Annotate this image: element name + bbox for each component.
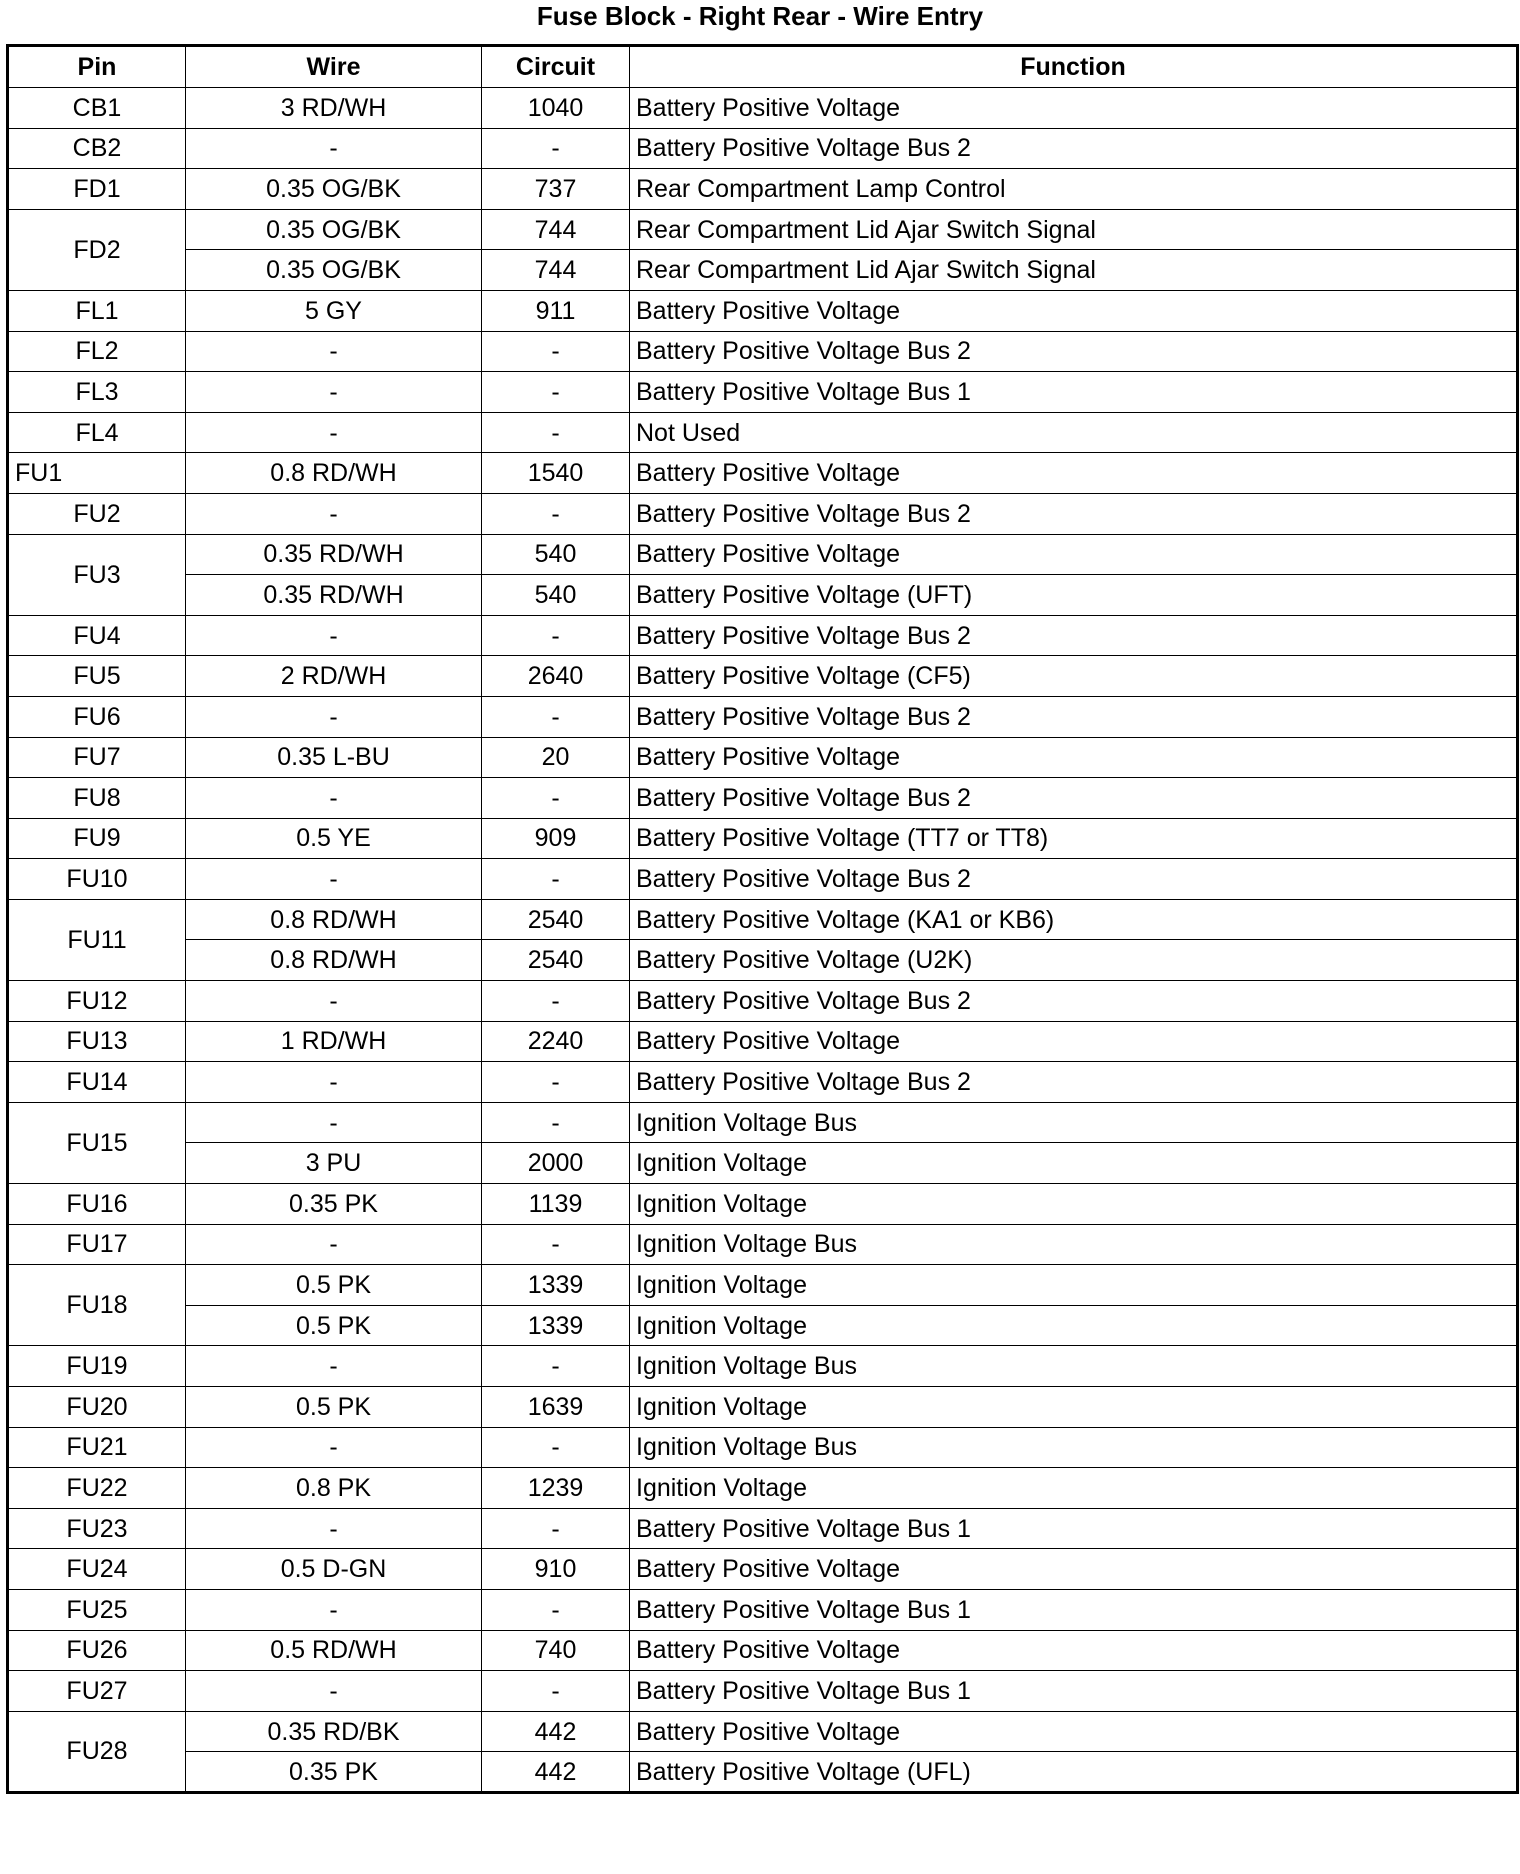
circuit-cell: 1139 — [482, 1184, 630, 1225]
circuit-cell: 540 — [482, 534, 630, 575]
pin-cell: FU23 — [8, 1508, 186, 1549]
circuit-cell: - — [482, 331, 630, 372]
function-cell: Battery Positive Voltage (KA1 or KB6) — [630, 899, 1518, 940]
wire-cell: - — [186, 1346, 482, 1387]
circuit-cell: 442 — [482, 1711, 630, 1752]
circuit-cell: 910 — [482, 1549, 630, 1590]
table-row — [8, 1346, 1518, 1387]
function-cell: Ignition Voltage Bus — [630, 1427, 1518, 1468]
pin-cell: FU27 — [8, 1671, 186, 1712]
wire-cell: - — [186, 1671, 482, 1712]
circuit-cell: 909 — [482, 818, 630, 859]
function-cell: Battery Positive Voltage Bus 2 — [630, 859, 1518, 900]
wire-cell: 2 RD/WH — [186, 656, 482, 697]
table-row — [8, 250, 1518, 291]
header-row — [8, 46, 1518, 88]
table-row — [8, 1062, 1518, 1103]
wire-cell: 0.35 OG/BK — [186, 209, 482, 250]
circuit-cell: 737 — [482, 169, 630, 210]
pin-cell: FL1 — [8, 290, 186, 331]
table-row — [8, 1387, 1518, 1428]
function-cell: Battery Positive Voltage (UFL) — [630, 1752, 1518, 1793]
wire-cell: - — [186, 696, 482, 737]
circuit-cell: - — [482, 1427, 630, 1468]
table-row — [8, 1021, 1518, 1062]
function-cell: Battery Positive Voltage Bus 2 — [630, 615, 1518, 656]
pin-cell: FD1 — [8, 169, 186, 210]
table-row — [8, 1752, 1518, 1793]
pin-cell: FU15 — [8, 1102, 186, 1183]
function-cell: Battery Positive Voltage Bus 2 — [630, 696, 1518, 737]
wire-cell: 0.5 YE — [186, 818, 482, 859]
function-cell: Rear Compartment Lid Ajar Switch Signal — [630, 250, 1518, 291]
function-cell: Battery Positive Voltage — [630, 453, 1518, 494]
pin-cell: FD2 — [8, 209, 186, 290]
wire-cell: - — [186, 1427, 482, 1468]
circuit-cell: 1239 — [482, 1468, 630, 1509]
function-cell: Battery Positive Voltage Bus 1 — [630, 1671, 1518, 1712]
header-circuit: Circuit — [482, 46, 630, 88]
function-cell: Battery Positive Voltage Bus 2 — [630, 981, 1518, 1022]
function-cell: Ignition Voltage — [630, 1468, 1518, 1509]
table-row — [8, 1671, 1518, 1712]
header-function: Function — [630, 46, 1518, 88]
function-cell: Battery Positive Voltage Bus 1 — [630, 372, 1518, 413]
circuit-cell: 540 — [482, 575, 630, 616]
pin-cell: CB2 — [8, 128, 186, 169]
wire-cell: - — [186, 1508, 482, 1549]
pin-cell: FU1 — [8, 453, 186, 494]
table-row — [8, 615, 1518, 656]
circuit-cell: - — [482, 1671, 630, 1712]
pin-cell: FU7 — [8, 737, 186, 778]
table-row — [8, 128, 1518, 169]
wire-cell: 0.5 D-GN — [186, 1549, 482, 1590]
table-row — [8, 1184, 1518, 1225]
table-row — [8, 1468, 1518, 1509]
table-row — [8, 453, 1518, 494]
pin-cell: FU9 — [8, 818, 186, 859]
function-cell: Battery Positive Voltage — [630, 88, 1518, 129]
wire-cell: 0.8 PK — [186, 1468, 482, 1509]
circuit-cell: 744 — [482, 209, 630, 250]
circuit-cell: - — [482, 1062, 630, 1103]
function-cell: Battery Positive Voltage — [630, 534, 1518, 575]
circuit-cell: - — [482, 412, 630, 453]
table-row — [8, 899, 1518, 940]
pin-cell: FU16 — [8, 1184, 186, 1225]
circuit-cell: - — [482, 1589, 630, 1630]
pin-cell: FU18 — [8, 1265, 186, 1346]
wire-cell: 0.5 PK — [186, 1387, 482, 1428]
table-row — [8, 696, 1518, 737]
pin-cell: FU17 — [8, 1224, 186, 1265]
wire-cell: - — [186, 493, 482, 534]
wire-cell: 0.35 RD/WH — [186, 575, 482, 616]
pin-cell: FU24 — [8, 1549, 186, 1590]
pin-cell: FU6 — [8, 696, 186, 737]
circuit-cell: 442 — [482, 1752, 630, 1793]
function-cell: Battery Positive Voltage (U2K) — [630, 940, 1518, 981]
table-row — [8, 331, 1518, 372]
wire-cell: 0.35 PK — [186, 1184, 482, 1225]
pin-cell: FU4 — [8, 615, 186, 656]
pin-cell: FU28 — [8, 1711, 186, 1792]
wire-cell: 0.35 OG/BK — [186, 169, 482, 210]
function-cell: Ignition Voltage Bus — [630, 1102, 1518, 1143]
pin-cell: FU11 — [8, 899, 186, 980]
function-cell: Ignition Voltage — [630, 1387, 1518, 1428]
table-body — [8, 88, 1518, 1793]
pin-cell: FL3 — [8, 372, 186, 413]
function-cell: Ignition Voltage Bus — [630, 1224, 1518, 1265]
wire-cell: 0.35 L-BU — [186, 737, 482, 778]
pin-cell: FU13 — [8, 1021, 186, 1062]
wire-cell: - — [186, 615, 482, 656]
wire-cell: 0.8 RD/WH — [186, 453, 482, 494]
function-cell: Battery Positive Voltage — [630, 1630, 1518, 1671]
table-row — [8, 818, 1518, 859]
function-cell: Battery Positive Voltage Bus 1 — [630, 1589, 1518, 1630]
pin-cell: FU14 — [8, 1062, 186, 1103]
circuit-cell: - — [482, 1102, 630, 1143]
circuit-cell: - — [482, 778, 630, 819]
function-cell: Battery Positive Voltage Bus 2 — [630, 331, 1518, 372]
pin-cell: FU25 — [8, 1589, 186, 1630]
circuit-cell: 744 — [482, 250, 630, 291]
function-cell: Battery Positive Voltage (TT7 or TT8) — [630, 818, 1518, 859]
table-row — [8, 1549, 1518, 1590]
pin-cell: FU20 — [8, 1387, 186, 1428]
function-cell: Ignition Voltage — [630, 1305, 1518, 1346]
wire-cell: - — [186, 778, 482, 819]
function-cell: Battery Positive Voltage Bus 2 — [630, 493, 1518, 534]
wire-cell: - — [186, 412, 482, 453]
circuit-cell: - — [482, 1346, 630, 1387]
circuit-cell: - — [482, 372, 630, 413]
fuse-table-container — [6, 44, 1519, 1794]
table-row — [8, 1143, 1518, 1184]
circuit-cell: 1040 — [482, 88, 630, 129]
circuit-cell: 20 — [482, 737, 630, 778]
table-row — [8, 1711, 1518, 1752]
table-row — [8, 981, 1518, 1022]
wire-cell: 0.35 RD/WH — [186, 534, 482, 575]
circuit-cell: - — [482, 1508, 630, 1549]
wire-cell: - — [186, 331, 482, 372]
circuit-cell: - — [482, 615, 630, 656]
wire-cell: 1 RD/WH — [186, 1021, 482, 1062]
table-row — [8, 412, 1518, 453]
circuit-cell: 1639 — [482, 1387, 630, 1428]
table-row — [8, 575, 1518, 616]
wire-cell: - — [186, 1589, 482, 1630]
pin-cell: FU19 — [8, 1346, 186, 1387]
pin-cell: FU3 — [8, 534, 186, 615]
circuit-cell: - — [482, 981, 630, 1022]
circuit-cell: 740 — [482, 1630, 630, 1671]
table-row — [8, 534, 1518, 575]
table-row — [8, 737, 1518, 778]
wire-cell: - — [186, 372, 482, 413]
function-cell: Rear Compartment Lamp Control — [630, 169, 1518, 210]
wire-cell: - — [186, 859, 482, 900]
pin-cell: FL4 — [8, 412, 186, 453]
header-wire: Wire — [186, 46, 482, 88]
table-row — [8, 88, 1518, 129]
wire-cell: 0.5 RD/WH — [186, 1630, 482, 1671]
fuse-block-table — [6, 44, 1519, 1794]
function-cell: Battery Positive Voltage Bus 2 — [630, 128, 1518, 169]
pin-cell: FU26 — [8, 1630, 186, 1671]
function-cell: Battery Positive Voltage (CF5) — [630, 656, 1518, 697]
pin-cell: FU2 — [8, 493, 186, 534]
wire-cell: 0.35 PK — [186, 1752, 482, 1793]
table-row — [8, 1589, 1518, 1630]
function-cell: Battery Positive Voltage Bus 2 — [630, 778, 1518, 819]
function-cell: Battery Positive Voltage Bus 1 — [630, 1508, 1518, 1549]
table-row — [8, 290, 1518, 331]
table-row — [8, 493, 1518, 534]
wire-cell: 0.8 RD/WH — [186, 940, 482, 981]
pin-cell: CB1 — [8, 88, 186, 129]
table-row — [8, 209, 1518, 250]
circuit-cell: 2640 — [482, 656, 630, 697]
wire-cell: 3 RD/WH — [186, 88, 482, 129]
function-cell: Battery Positive Voltage (UFT) — [630, 575, 1518, 616]
pin-cell: FU12 — [8, 981, 186, 1022]
wire-cell: 0.8 RD/WH — [186, 899, 482, 940]
wire-cell: 0.5 PK — [186, 1265, 482, 1306]
wire-cell: - — [186, 128, 482, 169]
table-row — [8, 1265, 1518, 1306]
circuit-cell: - — [482, 696, 630, 737]
table-row — [8, 1427, 1518, 1468]
function-cell: Battery Positive Voltage — [630, 1549, 1518, 1590]
wire-cell: - — [186, 981, 482, 1022]
function-cell: Ignition Voltage — [630, 1184, 1518, 1225]
function-cell: Ignition Voltage Bus — [630, 1346, 1518, 1387]
function-cell: Battery Positive Voltage — [630, 1711, 1518, 1752]
pin-cell: FU21 — [8, 1427, 186, 1468]
function-cell: Battery Positive Voltage — [630, 1021, 1518, 1062]
wire-cell: - — [186, 1062, 482, 1103]
function-cell: Battery Positive Voltage — [630, 290, 1518, 331]
wire-cell: - — [186, 1224, 482, 1265]
table-row — [8, 1224, 1518, 1265]
circuit-cell: 2540 — [482, 899, 630, 940]
circuit-cell: 1339 — [482, 1265, 630, 1306]
function-cell: Not Used — [630, 412, 1518, 453]
table-row — [8, 169, 1518, 210]
table-row — [8, 1508, 1518, 1549]
circuit-cell: - — [482, 128, 630, 169]
circuit-cell: - — [482, 493, 630, 534]
table-row — [8, 1102, 1518, 1143]
function-cell: Battery Positive Voltage Bus 2 — [630, 1062, 1518, 1103]
table-row — [8, 940, 1518, 981]
pin-cell: FU10 — [8, 859, 186, 900]
circuit-cell: 1339 — [482, 1305, 630, 1346]
function-cell: Ignition Voltage — [630, 1265, 1518, 1306]
wire-cell: - — [186, 1102, 482, 1143]
function-cell: Battery Positive Voltage — [630, 737, 1518, 778]
circuit-cell: 2540 — [482, 940, 630, 981]
circuit-cell: 2240 — [482, 1021, 630, 1062]
circuit-cell: 1540 — [482, 453, 630, 494]
function-cell: Ignition Voltage — [630, 1143, 1518, 1184]
pin-cell: FU5 — [8, 656, 186, 697]
page-title: Fuse Block - Right Rear - Wire Entry — [536, 1, 984, 31]
function-cell: Rear Compartment Lid Ajar Switch Signal — [630, 209, 1518, 250]
table-row — [8, 1630, 1518, 1671]
circuit-cell: - — [482, 859, 630, 900]
wire-cell: 0.5 PK — [186, 1305, 482, 1346]
table-row — [8, 1305, 1518, 1346]
wire-cell: 5 GY — [186, 290, 482, 331]
circuit-cell: - — [482, 1224, 630, 1265]
wire-cell: 0.35 OG/BK — [186, 250, 482, 291]
pin-cell: FU22 — [8, 1468, 186, 1509]
circuit-cell: 911 — [482, 290, 630, 331]
header-pin: Pin — [8, 46, 186, 88]
pin-cell: FL2 — [8, 331, 186, 372]
wire-cell: 3 PU — [186, 1143, 482, 1184]
table-row — [8, 656, 1518, 697]
pin-cell: FU8 — [8, 778, 186, 819]
table-row — [8, 372, 1518, 413]
circuit-cell: 2000 — [482, 1143, 630, 1184]
table-row — [8, 859, 1518, 900]
wire-cell: 0.35 RD/BK — [186, 1711, 482, 1752]
table-row — [8, 778, 1518, 819]
